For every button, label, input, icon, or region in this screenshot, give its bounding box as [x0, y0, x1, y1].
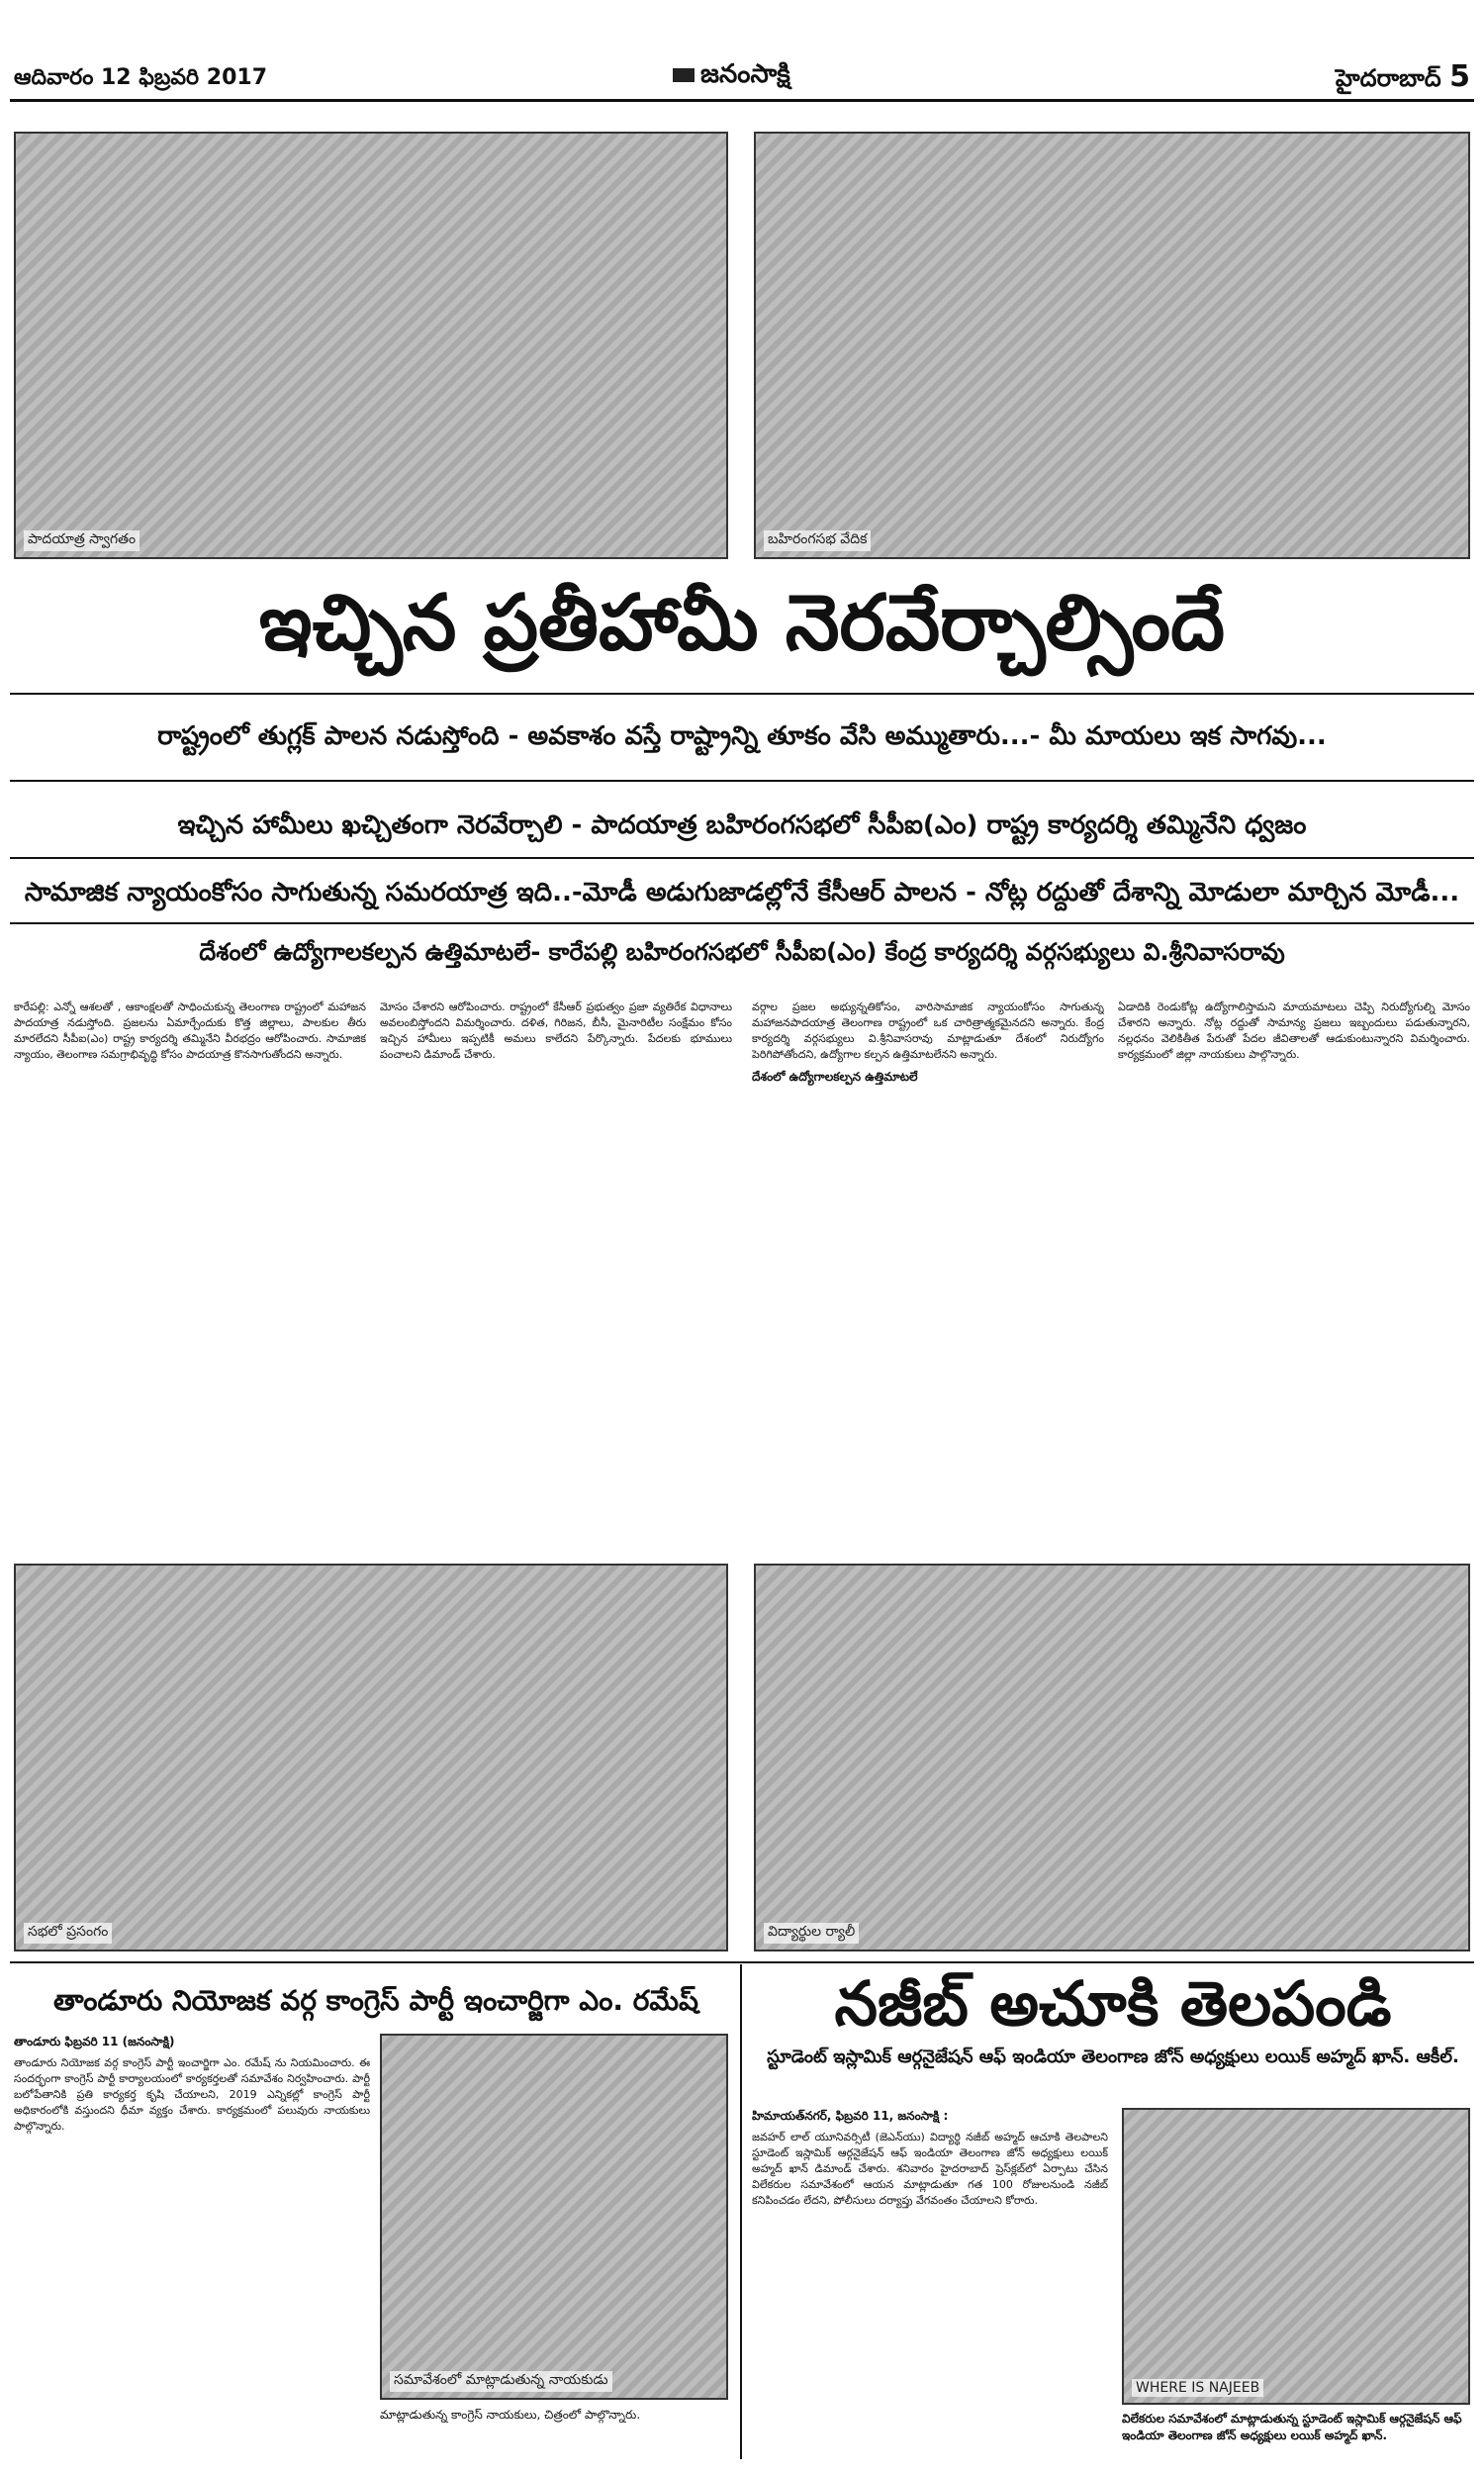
deck-line-4: దేశంలో ఉద్యోగాలకల్పన ఉత్తిమాటలే- కారేపల్లి బహిరంగసభలో సీపీఐ(ఎం) కేంద్ర కార్యదర్శి వర్గసభ్యులు వి.శ్రీనివాసరావు: [199, 938, 1285, 966]
lead-column-3: వర్గాల ప్రజల అభ్యున్నతికోసం, వారిసామాజిక న్యాయంకోసం సాగుతున్న మహాజనపాదయాత్ర తెలంగాణ రాష్ట్రంలో ఒక చారిత్రాత్మకమైనదని అన్నారు. కేంద్ర కార్యదర్శి వర్గసభ్యులు వి.శ్రీనివాసరావు మాట్లాడుతూ దేశంలో నిరుద్యోగం పెరిగిపోతోందని, ఉద్యోగాల కల్పన ఉత్తిమాటలేనని అన్నారు. దేశంలో ఉద్యోగాలకల్పన ఉత్తిమాటలే: [752, 1000, 1104, 1084]
photo-public-meeting-stage: బహిరంగసభ వేదిక: [754, 132, 1470, 559]
story3-body: హిమాయత్‌నగర్, ఫిబ్రవరి 11, జనంసాక్షి : జవహర్ లాల్ యూనివర్సిటీ (జెఎన్‌యు) విద్యార్థి నజీబ్ అహ్మద్ ఆచూకి తెలపాలని స్టూడెంట్ ఇస్లామిక్ ఆర్గనైజేషన్ ఆఫ్ ఇండియా తెలంగాణ జోన్ అధ్యక్షులు లయిక్ అహ్మద్ ఖాన్ డిమాండ్ చేశారు. శనివారం హైదరాబాద్ ప్రెస్‌క్లబ్‌లో ఏర్పాటు చేసిన విలేకరుల సమావేశంలో ఆయన మాట్లాడుతూ గత 100 రోజులనుండి నజీబ్ కనిపించడం లేదని, పోలీసులు దర్యాప్తు వేగవంతం చేయాలని కోరారు.: [752, 2109, 1108, 2207]
story3-headline: నజీబ్ అచూకి తెలపండి: [834, 1967, 1392, 2040]
masthead-rule: [10, 99, 1474, 102]
photo-congress-leader: సమావేశంలో మాట్లాడుతున్న నాయకుడు: [380, 2034, 728, 2400]
paper-logo-icon: [673, 68, 695, 82]
story3-subheadline: స్టూడెంట్ ఇస్లామిక్ ఆర్గనైజేషన్ ఆఫ్ ఇండియా తెలంగాణ జోన్ అధ్యక్షులు లయిక్ అహ్మద్ ఖాన్. ఆకీల్.: [767, 2047, 1459, 2067]
deck-line-3: సామాజిక న్యాయంకోసం సాగుతున్న సమరయాత్ర ఇది..-మోడీ అడుగుజాడల్లోనే కేసీఆర్ పాలన - నోట్ల రద్దుతో దేశాన్ని మోడులా మార్చిన మోడీ...: [24, 878, 1460, 907]
edition-date: ఆదివారం 12 ఫిబ్రవరి 2017: [14, 65, 267, 90]
lead-headline: ఇచ్చిన ప్రతీహామీ నెరవేర్చాల్సిందే: [258, 578, 1226, 668]
deck-line-1: రాష్ట్రంలో తుగ్లక్ పాలన నడుస్తోంది - అవకాశం వస్తే రాష్ట్రాన్ని తూకం వేసి అమ్ముతారు...- మీ మాయలు ఇక సాగవు...: [157, 721, 1327, 751]
photo-najeeb-press-meet: WHERE IS NAJEEB: [1122, 2108, 1470, 2405]
paper-name: [673, 59, 790, 95]
lead-column-4: ఏడాదికి రెండుకోట్ల ఉద్యోగాలిస్తామని మాయమాటలు చెప్పి నిరుద్యోగుల్ని మోసం చేశారని అన్నారు. నోట్ల రద్దుతో సామాన్య ప్రజలు ఇబ్బందులు పడుతున్నారని, నల్లధనం వెలికితీత పేరుతో పేదల జీవితాలతో ఆడుకుంటున్నారని విమర్శించారు. కార్యక్రమంలో జిల్లా నాయకులు పాల్గొన్నారు.: [1118, 1000, 1470, 1061]
lead-column-1: కారేపల్లి: ఎన్నో ఆశలతో , ఆకాంక్షలతో సాధించుకున్న తెలంగాణ రాష్ట్రంలో మహాజన పాదయాత్ర నడుస్తోంది. ప్రజలను ఏమార్చేందుకు కొత్త జిల్లాలు, పాలకుల తీరు మారలేదని సీపీఐ(ఎం) రాష్ట్ర కార్యదర్శి తమ్మినేని వీరభద్రం ఆరోపించారు. సామాజిక న్యాయం, తెలంగాణ సమగ్రాభివృద్ధి కోసం పాదయాత్ర కొనసాగుతోందని అన్నారు.: [14, 1000, 366, 1061]
photo-meeting-speech: సభలో ప్రసంగం: [14, 1564, 728, 1951]
page-number: 5: [1449, 59, 1470, 94]
story2-headline: తాండూరు నియోజక వర్గ కాంగ్రెస్ పార్టీ ఇంచార్జిగా ఎం. రమేష్: [52, 1984, 698, 2017]
photo-padayatra-welcome: పాదయాత్ర స్వాగతం: [14, 132, 728, 559]
story3-photo-caption: విలేకరుల సమావేశంలో మాట్లాడుతున్న స్టూడెంట్ ఇస్లామిక్ ఆర్గనైజేషన్ ఆఫ్ ఇండియా తెలంగాణ జోన్ అధ్యక్షులు లయిక్ అహ్మద్ ఖాన్.: [1122, 2412, 1462, 2442]
deck-line-2: ఇచ్చిన హామీలు ఖచ్చితంగా నెరవేర్చాలి - పాదయాత్ర బహిరంగసభలో సీపీఐ(ఎం) రాష్ట్ర కార్యదర్శి తమ్మినేని ధ్వజం: [177, 810, 1307, 840]
page-location: [1336, 59, 1470, 98]
story3-dateline: హిమాయత్‌నగర్, ఫిబ్రవరి 11, జనంసాక్షి :: [752, 2109, 949, 2123]
photo-student-rally: విద్యార్థుల ర్యాలీ: [754, 1564, 1470, 1951]
story2-dateline: తాండూరు ఫిబ్రవరి 11 (జనంసాక్షి): [14, 2035, 175, 2048]
column-divider: [740, 1964, 742, 2459]
column-subhead: దేశంలో ఉద్యోగాలకల్పన ఉత్తిమాటలే: [752, 1070, 918, 1084]
masthead: [0, 0, 1484, 129]
story2-photo-caption: మాట్లాడుతున్న కాంగ్రెస్ నాయకులు, చిత్రంలో పాల్గొన్నారు.: [380, 2408, 641, 2422]
lead-column-2: మోసం చేశారని ఆరోపించారు. రాష్ట్రంలో కేసీఆర్ ప్రభుత్వం ప్రజా వ్యతిరేక విధానాలు అవలంబిస్తోందని విమర్శించారు. దళిత, గిరిజన, బీసీ, మైనారిటీల సంక్షేమం కోసం ఇచ్చిన హామీలు ఇప్పటికీ అమలు కాలేదని పేర్కొన్నారు. పేదలకు భూములు పంచాలని డిమాండ్ చేశారు.: [380, 1000, 732, 1061]
paper-name-text: జనంసాక్షి: [700, 59, 790, 89]
city-name: హైదరాబాద్: [1335, 64, 1441, 92]
story2-body: తాండూరు ఫిబ్రవరి 11 (జనంసాక్షి) తాండూరు నియోజక వర్గ కాంగ్రెస్ పార్టీ ఇంచార్జిగా ఎం. రమేష్ ను నియమించారు. ఈ సందర్భంగా కాంగ్రెస్ పార్టీ కార్యాలయంలో కార్యకర్తలతో సమావేశం నిర్వహించారు. పార్టీ బలోపేతానికి ప్రతి కార్యకర్త కృషి చేయాలని, 2019 ఎన్నికల్లో కాంగ్రెస్ పార్టీ అధికారంలోకి వస్తుందని ధీమా వ్యక్తం చేశారు. కార్యక్రమంలో పలువురు నాయకులు పాల్గొన్నారు.: [14, 2035, 370, 2133]
